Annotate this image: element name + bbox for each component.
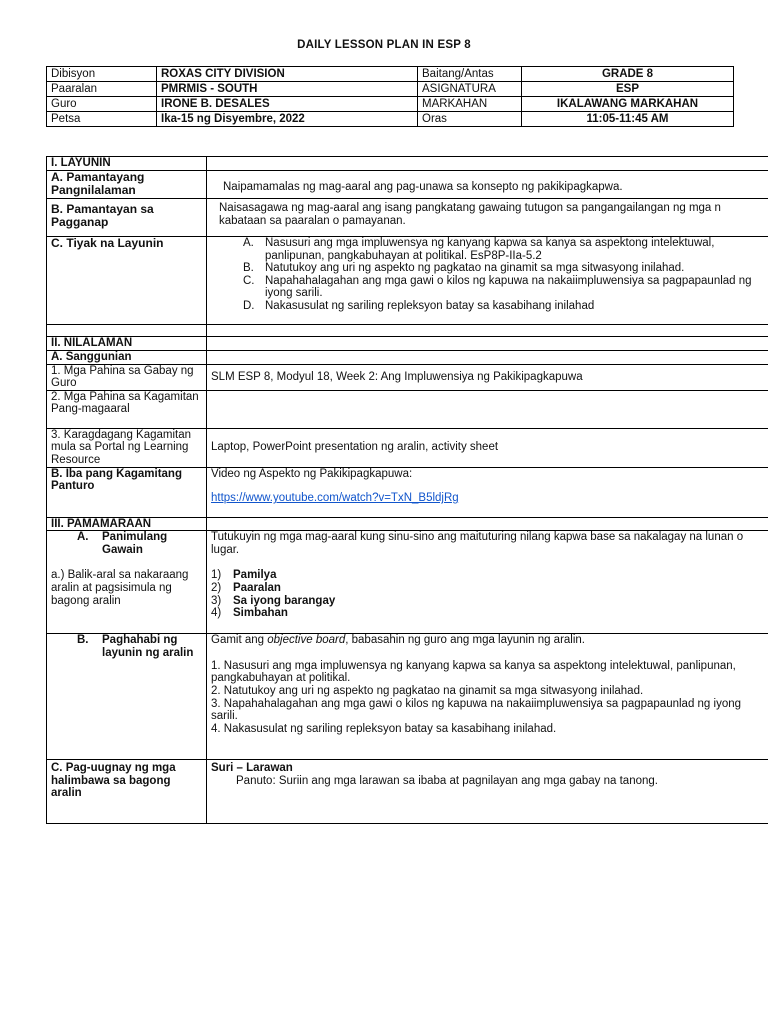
standard-text-cont: kabataan sa paaralan o pamayanan. [219, 214, 406, 227]
info-row-division [47, 67, 734, 82]
row-content [207, 467, 768, 517]
list-marker: A. [77, 531, 89, 544]
info-label: Baitang/Antas [418, 67, 522, 82]
row-label: C. Pag-uugnay ng mga halimbawa sa bagong aralin [47, 760, 207, 824]
activity-text: Tutukuyin ng mga mag-aaral kung sinu-sino ang maituturing nilang kapwa base sa nakalagay na lunan o lugar. [211, 531, 744, 556]
instruction-text: Panuto: Suriin ang mga larawan sa ibaba at pagnilayan ang mga gabay na tanong. [236, 774, 658, 787]
table-row [47, 390, 768, 428]
empty-cell [207, 517, 768, 531]
list-text: Natutukoy ang uri ng aspekto ng pagkatao na ginamit sa mga sitwasyong inilahad. [265, 262, 685, 275]
table-row [47, 364, 768, 390]
list-item [243, 299, 768, 313]
list-item [211, 569, 768, 582]
info-value: PMRMIS - SOUTH [157, 82, 418, 97]
row-label [47, 634, 207, 760]
sub-note: a.) Balik-aral sa nakaraang aralin at pagsisimula ng bagong aralin [51, 569, 189, 607]
list-text: Nakasusulat ng sariling repleksyon batay sa kasabihang inilahad [265, 299, 595, 312]
list-marker: 4) [211, 607, 222, 620]
info-row-date [47, 112, 734, 127]
list-text: Simbahan [233, 607, 288, 620]
row-content: Naipamamalas ng mag-aaral ang pag-unawa sa konsepto ng pakikipagkapwa. [207, 171, 768, 199]
intro-emphasis: objective board [267, 634, 346, 647]
row-content: Laptop, PowerPoint presentation ng aralin, activity sheet [207, 428, 768, 467]
section-header-row [47, 157, 768, 171]
lesson-plan-table [46, 156, 768, 824]
empty-cell [207, 390, 768, 428]
row-label: 3. Karagdagang Kagamitan mula sa Portal ng Learning Resource [47, 428, 207, 467]
list-item [243, 262, 768, 275]
list-text: Paaralan [233, 581, 281, 594]
list-text: Nasusuri ang mga impluwensya ng kanyang kapwa sa kanya sa aspektong intelektuwal, panlipunan, pangkabuhayan at politikal. EsP8P-IIa-5.2 [265, 237, 715, 262]
info-value: Ika-15 ng Disyembre, 2022 [157, 112, 418, 127]
list-item [243, 274, 768, 300]
info-row-teacher [47, 97, 734, 112]
section-header: I. LAYUNIN [47, 157, 207, 171]
list-marker: 1) [211, 569, 222, 582]
table-row [47, 351, 768, 365]
row-content [207, 237, 768, 325]
list-item [243, 237, 768, 262]
table-row [47, 634, 768, 760]
info-value: 11:05-11:45 AM [522, 112, 734, 127]
page-title: DAILY LESSON PLAN IN ESP 8 [297, 39, 471, 51]
list-text: Napahahalagahan ang mga gawi o kilos ng kapuwa na nakaiimpluwensiya sa pagpapaunlad ng iyong sarili. [265, 274, 752, 300]
info-value: IRONE B. DESALES [157, 97, 418, 112]
sub-heading [51, 634, 202, 659]
info-label: Dibisyon [47, 67, 157, 82]
info-value: ESP [522, 82, 734, 97]
info-value: IKALAWANG MARKAHAN [522, 97, 734, 112]
row-label: A. Pamantayang Pangnilalaman [47, 171, 207, 199]
list-marker: B. [243, 262, 254, 275]
empty-cell [47, 325, 207, 337]
table-row [47, 760, 768, 824]
places-list [211, 569, 768, 619]
objective-item: 3. Napahahalagahan ang mga gawi o kilos ng kapuwa na nakaiimpluwensiya sa pagpapaunlad ng iyong sarili. [211, 697, 742, 723]
section-header: II. NILALAMAN [47, 337, 207, 351]
list-text: Pamilya [233, 569, 277, 582]
objective-item: 4. Nakasusulat ng sariling repleksyon batay sa kasabihang inilahad. [211, 722, 557, 735]
sub-heading-text: Panimulang Gawain [102, 531, 168, 556]
objective-item: 2. Natutukoy ang uri ng aspekto ng pagkatao na ginamit sa mga sitwasyong inilahad. [211, 684, 644, 697]
row-content [207, 634, 768, 760]
empty-cell [207, 337, 768, 351]
list-text: Sa iyong barangay [233, 594, 336, 607]
info-label: MARKAHAN [418, 97, 522, 112]
list-item [211, 594, 768, 608]
row-label: 2. Mga Pahina sa Kagamitan Pang-magaaral [47, 390, 207, 428]
section-header: III. PAMAMARAAN [47, 517, 207, 531]
row-content [207, 760, 768, 824]
row-label: 1. Mga Pahina sa Gabay ng Guro [47, 364, 207, 390]
info-label: Petsa [47, 112, 157, 127]
row-label: C. Tiyak na Layunin [47, 237, 207, 325]
info-label: Guro [47, 97, 157, 112]
table-row [47, 171, 768, 199]
video-label: Video ng Aspekto ng Pakikipagkapuwa: [211, 467, 413, 480]
objective-item: 1. Nasusuri ang mga impluwensya ng kanyang kapwa sa kanya sa aspektong intelektuwal, panlipunan, pangkabuhayan at politikal. [211, 659, 736, 685]
info-label: ASIGNATURA [418, 82, 522, 97]
objective-board-intro [211, 634, 768, 647]
list-marker: 2) [211, 581, 222, 594]
row-content [207, 531, 768, 634]
list-marker: D. [243, 299, 255, 312]
info-label: Oras [418, 112, 522, 127]
info-value: ROXAS CITY DIVISION [157, 67, 418, 82]
row-label: B. Iba pang Kagamitang Panturo [47, 467, 207, 517]
list-item [211, 581, 768, 595]
standard-text: Naisasagawa ng mag-aaral ang isang pangkatang gawaing tutugon sa pangangailangan ng mga n [219, 202, 721, 214]
info-value: GRADE 8 [522, 67, 734, 82]
row-content: SLM ESP 8, Modyul 18, Week 2: Ang Impluwensiya ng Pakikipagkapuwa [207, 364, 768, 390]
intro-text: , babasahin ng guro ang mga layunin ng aralin. [345, 634, 586, 647]
empty-cell [207, 157, 768, 171]
table-row [47, 428, 768, 467]
row-content [207, 199, 768, 237]
row-label: A. Sanggunian [47, 351, 207, 365]
section-header-row [47, 337, 768, 351]
row-label: B. Pamantayan sa Pagganap [47, 199, 207, 237]
list-marker: A. [243, 237, 254, 249]
list-marker: C. [243, 274, 255, 287]
spacer-row [47, 325, 768, 337]
list-marker: B. [77, 634, 89, 647]
table-row [47, 237, 768, 325]
row-label [47, 531, 207, 634]
sub-heading-text: Paghahabi ng layunin ng aralin [102, 634, 194, 659]
video-link[interactable]: https://www.youtube.com/watch?v=TxN_B5ldjRg [211, 492, 459, 505]
table-row [47, 199, 768, 237]
empty-cell [207, 351, 768, 365]
empty-cell [207, 325, 768, 337]
section-header-row [47, 517, 768, 531]
list-marker: 3) [211, 594, 222, 607]
list-item [211, 607, 768, 620]
info-table [46, 66, 734, 127]
table-row [47, 531, 768, 634]
intro-text: Gamit ang [211, 634, 268, 647]
info-label: Paaralan [47, 82, 157, 97]
objectives-list [211, 237, 768, 313]
sub-heading [51, 531, 202, 556]
table-row [47, 467, 768, 517]
info-row-school [47, 82, 734, 97]
activity-title: Suri – Larawan [211, 762, 293, 775]
